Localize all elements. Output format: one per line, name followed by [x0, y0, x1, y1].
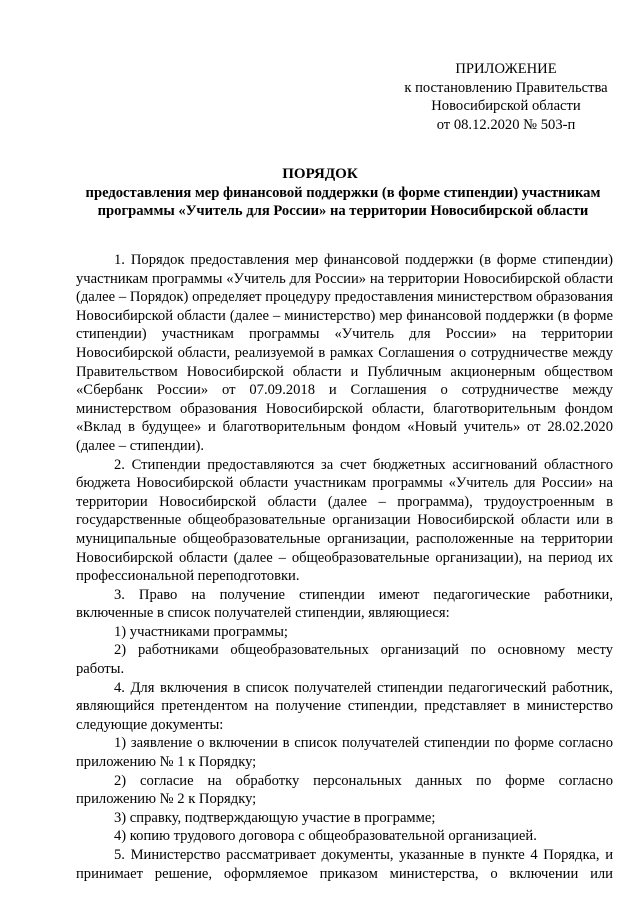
appendix-line-3: от 08.12.2020 № 503-п [436, 116, 576, 133]
document-body [76, 251, 613, 883]
appendix-line-2: Новосибирской области [431, 98, 581, 114]
document-title: ПОРЯДОК [282, 166, 358, 182]
paragraph-1: 1. Порядок предоставления мер финансовой поддержки (в форме стипендии) участникам программы «Учитель для России» на территории Новосибирской области (далее – Порядок) определяет процедуру предоставления министерством образования Новосибирской области (далее – министерство) мер финансовой поддержки (в форме стипендии) участникам программы «Учитель для России» на территории Новосибирской области, реализуемой в рамках Соглашения о сотрудничестве между Правительством Новосибирской области и Публичным акционерным обществом «Сбербанк России» от 07.09.2018 и Соглашения о сотрудничестве между министерством образования Новосибирской области, благотворительным фондом «Вклад в будущее» и благотворительным фондом «Новый учитель» от 28.02.2020 (далее – стипендии). [76, 252, 613, 454]
paragraph-3-item-2: 2) работниками общеобразовательных организаций по основному месту работы. [76, 642, 613, 678]
paragraph-4-item-3: 3) справку, подтверждающую участие в программе; [114, 809, 436, 826]
document-subtitle: предоставления мер финансовой поддержки (в форме стипендии) участникам программы «Учитель для России» на территории Новосибирской области [85, 185, 601, 219]
paragraph-4: 4. Для включения в список получателей стипендии педагогический работник, являющийся претендентом на получение стипендии, представляет в министерство следующие документы: [76, 679, 613, 733]
paragraph-3-item-1: 1) участниками программы; [114, 623, 288, 640]
appendix-line-1: к постановлению Правительства [404, 79, 608, 96]
paragraph-4-item-2: 2) согласие на обработку персональных данных по форме согласно приложению № 2 к Порядку; [76, 772, 613, 808]
appendix-label: ПРИЛОЖЕНИЕ [455, 61, 557, 77]
paragraph-5: 5. Министерство рассматривает документы, указанные в пункте 4 Порядка, и принимает решение, оформляемое приказом министерства, о включении или [76, 847, 613, 882]
paragraph-4-item-1: 1) заявление о включении в список получателей стипендии по форме согласно приложению № 1 к Порядку; [76, 735, 613, 771]
paragraph-4-item-4: 4) копию трудового договора с общеобразовательной организацией. [114, 828, 537, 845]
appendix-header [388, 60, 624, 134]
paragraph-3: 3. Право на получение стипендии имеют педагогические работники, включенные в список получателей стипендии, являющиеся: [76, 586, 613, 622]
paragraph-2: 2. Стипендии предоставляются за счет бюджетных ассигнований областного бюджета Новосибирской области участникам программы «Учитель для России» на территории Новосибирской области (далее – программа), трудоустроенным в государственные общеобразовательные организации Новосибирской области или в муниципальные общеобразовательные организации, расположенные на территории Новосибирской области (далее – общеобразовательные организации), на период их профессиональной переподготовки. [76, 456, 613, 585]
